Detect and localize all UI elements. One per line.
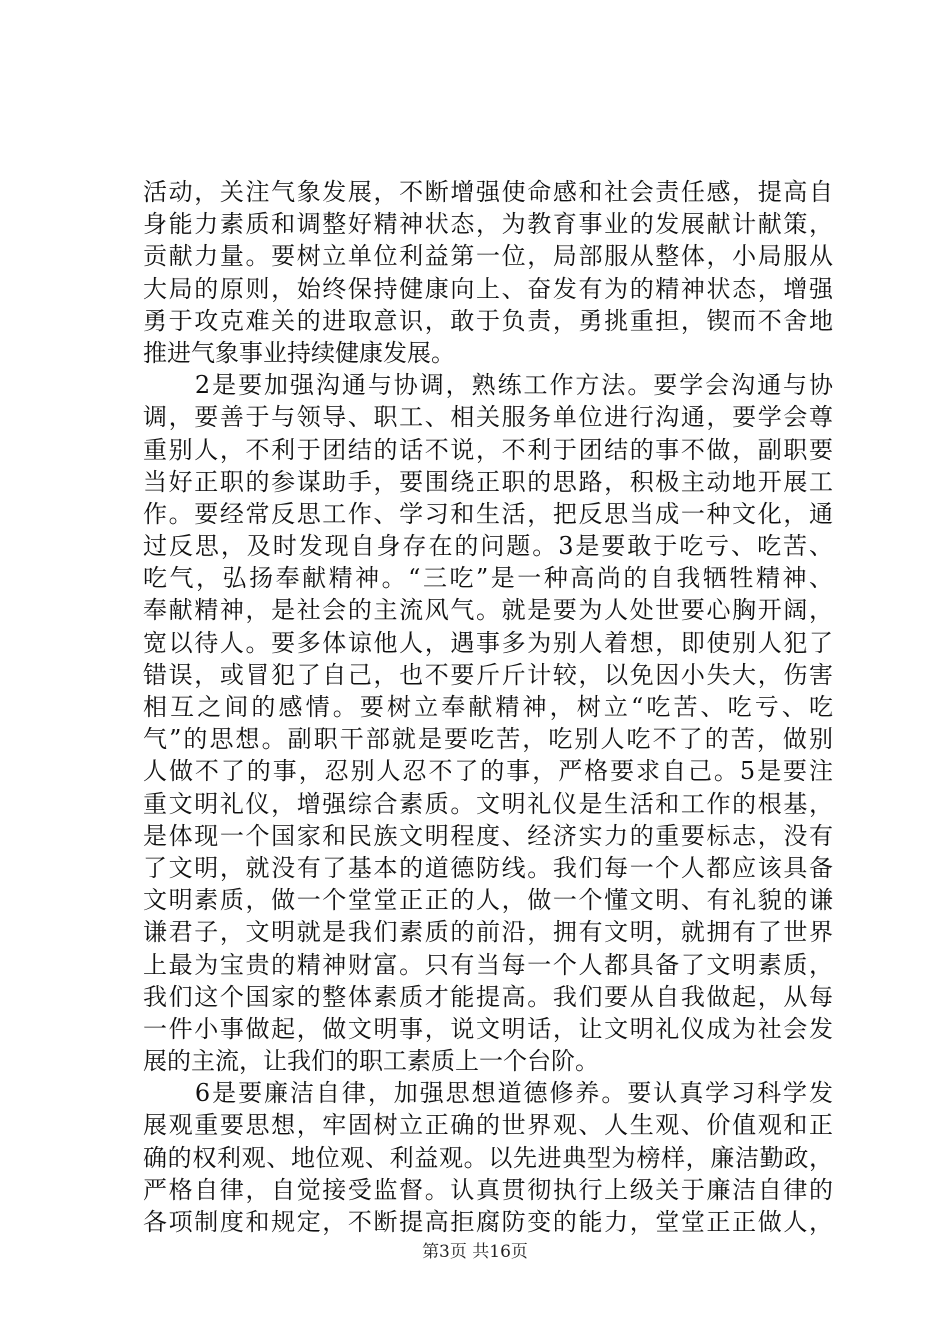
text-line: 作。要经常反思工作、学习和生活，把反思当成一种文化，通 bbox=[143, 499, 833, 528]
text-line: 确的权利观、地位观、利益观。以先进典型为榜样，廉洁勤政， bbox=[143, 1143, 833, 1172]
body-text bbox=[143, 176, 833, 1238]
text-line: 严格自律，自觉接受监督。认真贯彻执行上级关于廉洁自律的 bbox=[143, 1175, 833, 1204]
text-line: 宽以待人。要多体谅他人，遇事多为别人着想，即使别人犯了 bbox=[143, 628, 833, 657]
text-line: 上最为宝贵的精神财富。只有当每一个人都具备了文明素质， bbox=[143, 950, 833, 979]
text-line: 奉献精神，是社会的主流风气。就是要为人处世要心胸开阔， bbox=[143, 596, 833, 625]
text-line: 一件小事做起，做文明事，说文明话，让文明礼仪成为社会发 bbox=[143, 1014, 833, 1043]
text-line: 人做不了的事，忍别人忍不了的事，严格要求自己。5是要注 bbox=[143, 757, 833, 786]
text-line: 大局的原则，始终保持健康向上、奋发有为的精神状态，增强 bbox=[143, 274, 833, 303]
text-line: 相互之间的感情。要树立奉献精神，树立“吃苦、吃亏、吃 bbox=[143, 693, 833, 721]
text-line: 吃气，弘扬奉献精神。“三吃”是一种高尚的自我牺牲精神、 bbox=[143, 564, 833, 593]
text-line: 身能力素质和调整好精神状态，为教育事业的发展献计献策， bbox=[143, 210, 833, 239]
text-line: 各项制度和规定，不断提高拒腐防变的能力，堂堂正正做人， bbox=[143, 1208, 833, 1236]
text-line: 调，要善于与领导、职工、相关服务单位进行沟通，要学会尊 bbox=[143, 403, 833, 432]
text-line: 我们这个国家的整体素质才能提高。我们要从自我做起，从每 bbox=[143, 982, 833, 1011]
text-line: 活动，关注气象发展，不断增强使命感和社会责任感，提高自 bbox=[143, 178, 833, 206]
text-line: 文明素质，做一个堂堂正正的人，做一个懂文明、有礼貌的谦 bbox=[143, 886, 833, 915]
text-line: 展的主流，让我们的职工素质上一个台阶。 bbox=[143, 1047, 599, 1076]
text-line: 展观重要思想，牢固树立正确的世界观、人生观、价值观和正 bbox=[143, 1111, 833, 1140]
text-line: 过反思，及时发现自身存在的问题。3是要敢于吃亏、吃苦、 bbox=[143, 532, 833, 561]
text-line: 谦君子，文明就是我们素质的前沿，拥有文明，就拥有了世界 bbox=[143, 918, 833, 947]
text-line: 了文明，就没有了基本的道德防线。我们每一个人都应该具备 bbox=[143, 853, 833, 882]
text-line: 气”的思想。副职干部就是要吃苦，吃别人吃不了的苦，做别 bbox=[143, 725, 833, 754]
text-line: 错误，或冒犯了自己，也不要斤斤计较，以免因小失大，伤害 bbox=[143, 660, 833, 689]
text-line: 推进气象事业持续健康发展。 bbox=[143, 338, 455, 367]
text-line: 重别人，不利于团结的话不说，不利于团结的事不做，副职要 bbox=[143, 435, 833, 464]
page-footer: 第3页 共16页 bbox=[422, 1242, 528, 1262]
text-line: 勇于攻克难关的进取意识，敢于负责，勇挑重担，锲而不舍地 bbox=[143, 306, 833, 335]
text-line: 2是要加强沟通与协调，熟练工作方法。要学会沟通与协 bbox=[143, 371, 833, 400]
text-line: 当好正职的参谋助手，要围绕正职的思路，积极主动地开展工 bbox=[143, 467, 833, 496]
text-line: 贡献力量。要树立单位利益第一位，局部服从整体，小局服从 bbox=[143, 242, 833, 271]
text-line: 重文明礼仪，增强综合素质。文明礼仪是生活和工作的根基， bbox=[143, 789, 833, 818]
text-line: 是体现一个国家和民族文明程度、经济实力的重要标志，没有 bbox=[143, 821, 833, 850]
text-line: 6是要廉洁自律，加强思想道德修养。要认真学习科学发 bbox=[143, 1079, 833, 1108]
